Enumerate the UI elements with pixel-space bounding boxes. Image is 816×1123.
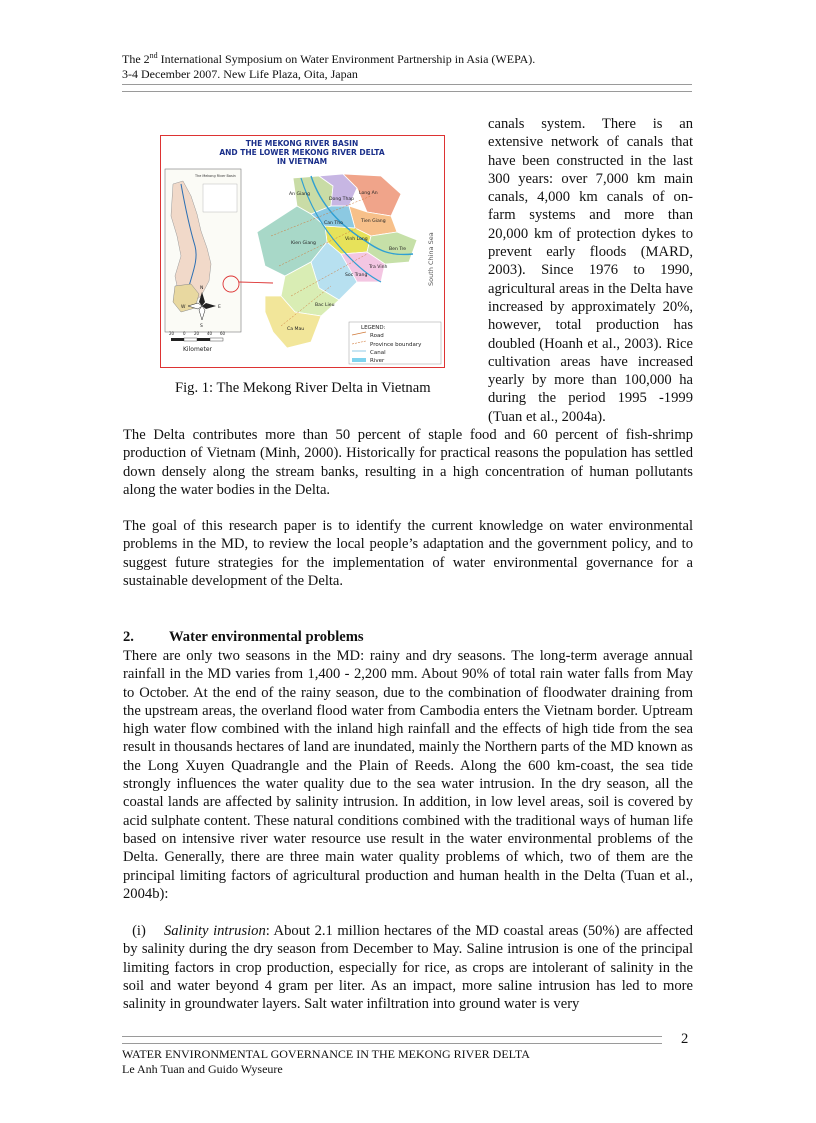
label-can-tho: Can Tho	[324, 221, 343, 226]
paragraph-salinity	[123, 922, 693, 1013]
paragraph-research-goal: The goal of this research paper is to identify the current knowledge on water environmental problems in the MD, to review the local people’s adaptation and the government policy, and to suggest future strategies for the implementation of water environmental governance for a sustainable development of the Delta.	[123, 518, 693, 589]
footer-line-1: WATER ENVIRONMENTAL GOVERNANCE IN THE MEKONG RIVER DELTA	[122, 1047, 530, 1061]
footer-divider	[122, 1036, 662, 1044]
compass-w: W	[181, 305, 186, 310]
sea-label: South China Sea	[427, 232, 435, 286]
item-text: : About 2.1 million hectares of the MD coastal areas (50%) are affected by salinity during the dry season from December to May. Saline intrusion is one of the principal limiting factors in crop production, especially for rice, as crops are intolerant of salinity in the soil and water beyond 4 gram per liter. As an impact, more saline intrusion has led to more salinity in groundwater layers. Salt water infiltration into ground water is very	[123, 923, 694, 1013]
item-marker: (i)	[132, 923, 146, 939]
scale-unit: Kilometer	[183, 346, 212, 353]
map-title-1: THE MEKONG RIVER BASIN	[245, 139, 359, 148]
legend-road: Road	[370, 333, 384, 339]
section-title: Water environmental problems	[169, 629, 364, 645]
compass-s: S	[200, 324, 203, 329]
header-divider	[122, 84, 692, 92]
label-soc-trang: Soc Trang	[345, 273, 368, 278]
mekong-map	[161, 136, 444, 367]
inset-leader-line	[239, 282, 273, 283]
figure-map	[160, 135, 445, 368]
scale-tick-4: 40	[207, 331, 213, 336]
paragraph-seasons: There are only two seasons in the MD: rainy and dry seasons. The long-term average annual rainfall in the MD varies from 1,400 - 2,200 mm. About 90% of total rain water falls from May to October. At the end of the rainy season, due to the combination of floodwater draining from the upstream areas, the overland flood water from Cambodia enters the Vietnam border. Uptream high water flow combined with the inland high rainfall and the effects of high tide from the sea result in thousands hectares of land are inundated, mainly the Northern parts of the MD known as the Long Xuyen Quadrangle and the Plain of Reeds. Along the 600 km-coast, the sea tide strongly influences the water quality due to the sea water intrusion. In the dry season, all the coastal lands are affected by salinity intrusion. In addition, in low level areas, soil is covered by acid sulphate content. These natural conditions combined with the traditional ways of human life based on intensive river water resource use result in the water environmental problems of the Delta. Generally, there are three main water quality problems of which, two of them are the principal limiting factors of agricultural production and human health in the Delta (Tuan et al., 2004b):	[123, 648, 693, 902]
compass-n: N	[200, 286, 204, 291]
map-title-2: AND THE LOWER MEKONG RIVER DELTA	[219, 148, 385, 157]
label-kien-giang: Kien Giang	[291, 241, 316, 246]
section-heading	[123, 629, 364, 646]
label-long-an: Long An	[359, 191, 378, 196]
figure-caption: Fig. 1: The Mekong River Delta in Vietnam	[175, 380, 431, 396]
scale-tick-5: 60	[220, 331, 226, 336]
header-line-2: 3-4 December 2007. New Life Plaza, Oita, Japan	[122, 67, 358, 81]
scale-bar	[171, 338, 223, 341]
compass-e: E	[218, 305, 221, 310]
scale-tick-3: 20	[194, 331, 200, 336]
legend-river: River	[370, 358, 385, 364]
item-term: Salinity intrusion	[163, 923, 266, 939]
scale-tick-1: 20	[169, 331, 175, 336]
label-dong-thap: Dong Thap	[329, 197, 355, 202]
page-header	[122, 48, 702, 82]
header-line-1: The 2nd International Symposium on Water Environment Partnership in Asia (WEPA).	[122, 51, 536, 66]
label-tien-giang: Tien Giang	[361, 219, 386, 224]
label-tra-vinh: Tra Vinh	[369, 265, 388, 270]
legend-province-boundary: Province boundary	[370, 342, 422, 348]
legend-title: LEGEND:	[361, 325, 386, 331]
page-footer	[122, 1047, 530, 1077]
label-ca-mau: Ca Mau	[287, 327, 305, 332]
scale-tick-2: 0	[183, 331, 186, 336]
label-an-giang: An Giang	[289, 192, 310, 197]
label-vinh-long: Vinh Long	[345, 237, 368, 242]
inset-title: The Mekong River Basin	[195, 174, 236, 178]
legend-canal: Canal	[370, 350, 386, 356]
label-bac-lieu: Bac Lieu	[315, 303, 335, 308]
column-paragraph: canals system. There is an extensive network of canals that have been constructed in the last 300 years: over 7,000 km main canals, 4,000 km canals of on-farm systems and more than 20,000 km of protection dykes to prevent early floods (MARD, 2003). Since 1976 to 1990, agricultural areas in the Delta have increased by approximately 20%, however, total production has doubled (Hoanh et al., 2003). Rice cultivation areas have increased yearly by more than 100,000 ha during the period 1995 -1999 (Tuan et al., 2004a).	[488, 116, 693, 425]
paragraph-delta-contribution: The Delta contributes more than 50 percent of staple food and 60 percent of fish-shrimp production of Vietnam (Minh, 2000). Historically for practical reasons the population has settled down densely along the stream banks, resulting in a high concentration of human pollutants along the water bodies in the Delta.	[123, 427, 693, 498]
label-ben-tre: Ben Tre	[389, 247, 407, 252]
inset-legend-box	[203, 184, 237, 212]
page-number: 2	[681, 1031, 689, 1047]
section-number: 2.	[123, 629, 134, 645]
map-title-3: IN VIETNAM	[276, 157, 328, 166]
legend-river-swatch	[352, 358, 366, 362]
footer-line-2: Le Anh Tuan and Guido Wyseure	[122, 1062, 283, 1076]
